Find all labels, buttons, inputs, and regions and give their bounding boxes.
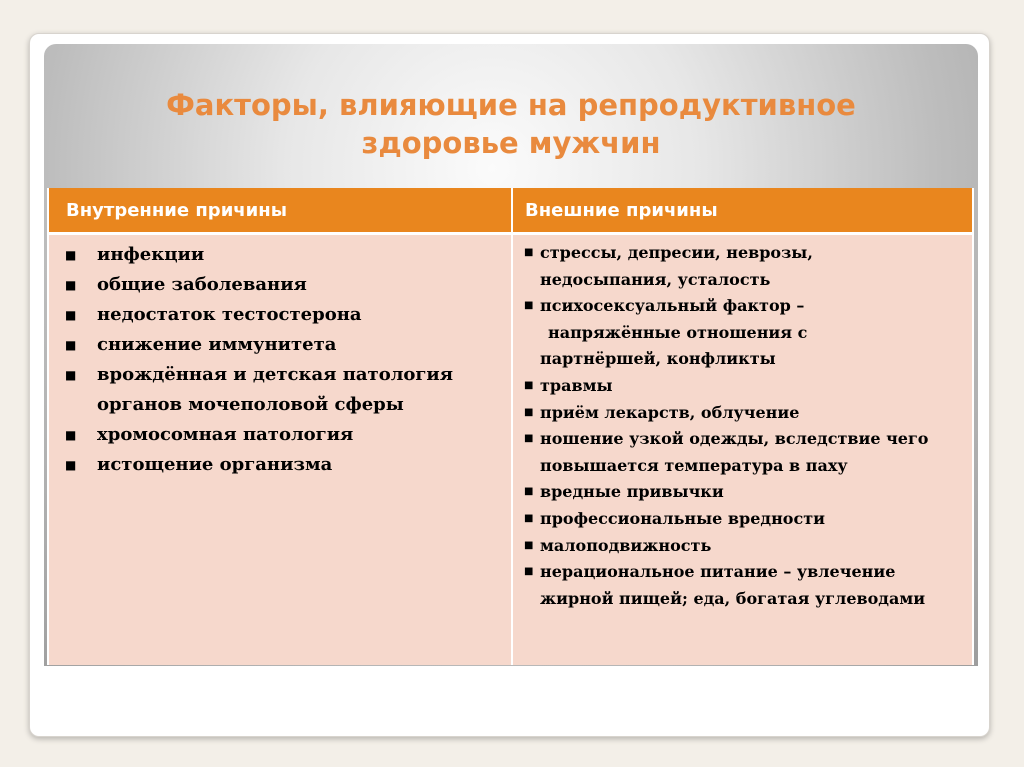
bullet-icon: ■ <box>65 278 77 292</box>
item-text: ношение узкой одежды, вследствие чего <box>540 429 929 449</box>
item-text: приём лекарств, облучение <box>540 402 800 422</box>
list-item <box>524 506 964 533</box>
item-text-continued: органов мочеполовой сферы <box>97 394 404 415</box>
bullet-icon: ■ <box>65 308 77 322</box>
slide-title <box>44 86 978 162</box>
list-item <box>524 240 964 293</box>
bullet-icon: ■ <box>524 300 534 312</box>
item-text-continued: повышается температура в паху <box>540 455 848 475</box>
item-text: стрессы, депресии, неврозы, <box>540 243 813 262</box>
bullet-icon: ■ <box>65 428 77 442</box>
list-item <box>524 400 964 427</box>
list-item <box>65 450 495 480</box>
factors-table <box>47 188 974 665</box>
item-text: нерациональное питание – увлечение <box>540 562 896 582</box>
title-line-2: здоровье мужчин <box>361 126 661 160</box>
bullet-icon: ■ <box>524 247 534 258</box>
bullet-icon: ■ <box>65 368 77 382</box>
list-item <box>65 240 495 270</box>
title-line-1: Факторы, влияющие на репродуктивное <box>166 88 856 122</box>
item-text-continued: недосыпания, усталость <box>540 269 771 289</box>
item-text: вредные привычки <box>540 482 724 502</box>
list-item <box>524 533 964 560</box>
item-text: профессиональные вредности <box>540 508 825 528</box>
list-item <box>65 270 495 300</box>
list-item <box>524 373 964 400</box>
bullet-icon: ■ <box>524 512 534 524</box>
item-text: истощение организма <box>97 454 333 475</box>
item-text: недостаток тестостерона <box>97 304 362 325</box>
bullet-icon: ■ <box>65 338 77 352</box>
header-internal-causes: Внутренние причины <box>66 200 287 221</box>
bullet-icon: ■ <box>65 458 77 472</box>
list-item <box>65 330 495 360</box>
item-text-continued: партнёршей, конфликты <box>540 349 776 369</box>
column-divider <box>511 188 513 665</box>
item-text-continued: напряжённые отношения с <box>548 322 808 342</box>
list-item <box>65 360 495 420</box>
list-item <box>524 426 964 479</box>
bullet-icon: ■ <box>524 406 534 418</box>
item-text-continued: жирной пищей; еда, богатая углеводами <box>540 588 926 608</box>
external-causes-list <box>524 240 964 612</box>
item-text: инфекции <box>97 244 205 265</box>
item-text: психосексуальный фактор – <box>540 296 805 316</box>
bullet-icon: ■ <box>524 566 534 578</box>
list-item <box>65 300 495 330</box>
item-text: малоподвижность <box>540 535 712 555</box>
bullet-icon: ■ <box>524 433 534 445</box>
item-text: врождённая и детская патология <box>97 364 454 385</box>
internal-causes-list <box>65 240 495 480</box>
bullet-icon: ■ <box>524 379 534 391</box>
item-text: травмы <box>540 375 613 395</box>
item-text: хромосомная патология <box>97 424 354 445</box>
bullet-icon: ■ <box>524 486 534 498</box>
list-item <box>65 420 495 450</box>
header-external-causes: Внешние причины <box>525 200 718 221</box>
bullet-icon: ■ <box>524 539 534 551</box>
list-item <box>524 559 964 612</box>
list-item <box>524 479 964 506</box>
list-item <box>524 293 964 373</box>
item-text: общие заболевания <box>97 274 307 295</box>
item-text: снижение иммунитета <box>97 334 337 355</box>
bullet-icon: ■ <box>65 248 77 262</box>
